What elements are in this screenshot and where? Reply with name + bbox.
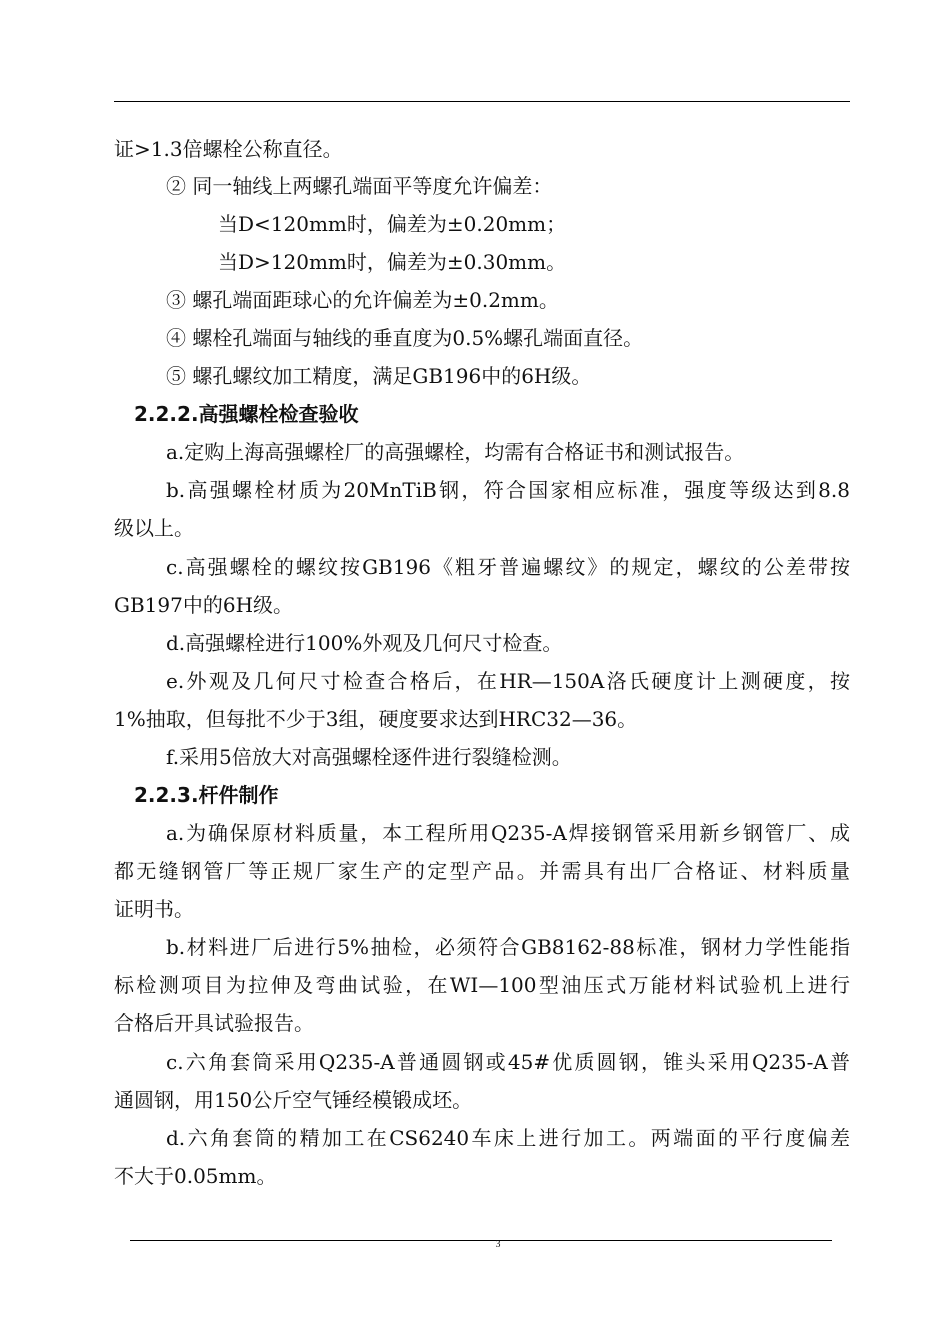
paragraph-line: 通圆钢，用150公斤空气锤经模锻成坯。 — [114, 1088, 473, 1112]
paragraph-line: 标检测项目为拉伸及弯曲试验，在WI—100型油压式万能材料试验机上进行 — [114, 973, 850, 997]
paragraph-line: GB197中的6H级。 — [114, 593, 294, 617]
paragraph-line: b.材料进厂后进行5%抽检，必须符合GB8162-88标准，钢材力学性能指 — [166, 935, 850, 959]
list-item: ⑤ 螺孔螺纹加工精度，满足GB196中的6H级。 — [166, 364, 592, 388]
paragraph-line: a.为确保原材料质量，本工程所用Q235-A焊接钢管采用新乡钢管厂、成 — [166, 821, 850, 845]
footer-rule — [130, 1240, 832, 1241]
paragraph-line: f.采用5倍放大对高强螺栓逐件进行裂缝检测。 — [166, 745, 572, 769]
paragraph-line: d.六角套筒的精加工在CS6240车床上进行加工。两端面的平行度偏差 — [166, 1126, 850, 1150]
paragraph-line: 不大于0.05mm。 — [114, 1164, 277, 1188]
paragraph-line: c.高强螺栓的螺纹按GB196《粗牙普遍螺纹》的规定，螺纹的公差带按 — [166, 555, 850, 579]
list-item: ③ 螺孔端面距球心的允许偏差为±0.2mm。 — [166, 288, 559, 312]
paragraph-line: 证明书。 — [114, 897, 194, 921]
page-number: 3 — [495, 1239, 501, 1250]
paragraph-line: e.外观及几何尺寸检查合格后，在HR—150A洛氏硬度计上测硬度，按 — [166, 669, 850, 693]
paragraph-line: a.定购上海高强螺栓厂的高强螺栓，均需有合格证书和测试报告。 — [166, 440, 745, 464]
paragraph-line: 1%抽取，但每批不少于3组，硬度要求达到HRC32—36。 — [114, 707, 638, 731]
paragraph-line: 都无缝钢管厂等正规厂家生产的定型产品。并需具有出厂合格证、材料质量 — [114, 859, 850, 883]
list-item: ② 同一轴线上两螺孔端面平等度允许偏差： — [166, 174, 553, 198]
paragraph-line: c.六角套筒采用Q235-A普通圆钢或45#优质圆钢，锥头采用Q235-A普 — [166, 1050, 850, 1074]
paragraph-line: 级以上。 — [114, 516, 194, 540]
list-item: ④ 螺栓孔端面与轴线的垂直度为0.5%螺孔端面直径。 — [166, 326, 644, 350]
paragraph-line: b.高强螺栓材质为20MnTiB钢，符合国家相应标准，强度等级达到8.8 — [166, 478, 850, 502]
section-heading: 2.2.2.高强螺栓检查验收 — [134, 402, 359, 426]
header-rule — [114, 101, 850, 102]
paragraph-line: d.高强螺栓进行100%外观及几何尺寸检查。 — [166, 631, 563, 655]
text-line: 证>1.3倍螺栓公称直径。 — [114, 137, 343, 161]
text-line: 当D>120mm时，偏差为±0.30mm。 — [218, 250, 567, 274]
paragraph-line: 合格后开具试验报告。 — [114, 1011, 314, 1035]
section-heading: 2.2.3.杆件制作 — [134, 783, 279, 807]
text-line: 当D<120mm时，偏差为±0.20mm； — [218, 212, 567, 236]
